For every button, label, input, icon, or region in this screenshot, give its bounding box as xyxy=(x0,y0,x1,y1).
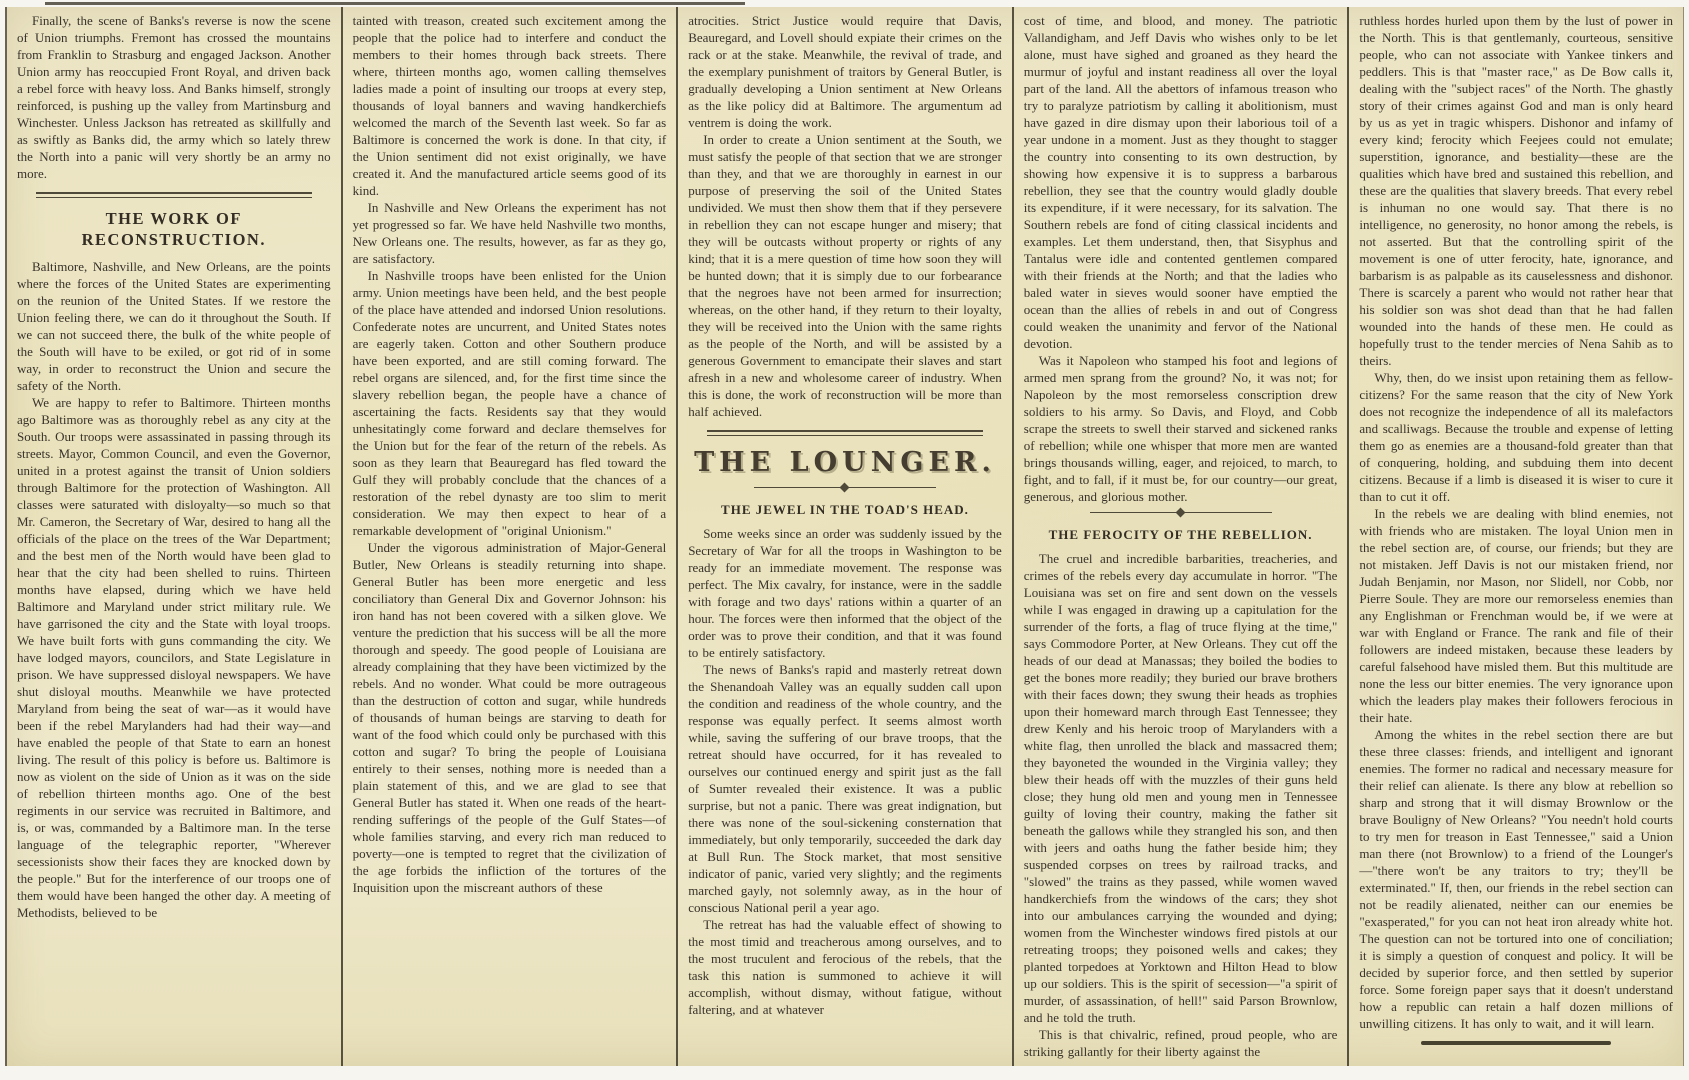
article-paragraph: Some weeks since an order was suddenly issued by the Secretary of War for all the troops in Washington to be ready for an immediate movement. The response was perfect. The Mix cavalry, for instance, were in the saddle with forage and two days' rations within a quarter of an hour. The forces were then informed that the object of the order was to prove their condition, and that it was found to be entirely satisfactory. xyxy=(688,526,1002,660)
article-subheading: THE JEWEL IN THE TOAD'S HEAD. xyxy=(721,502,969,517)
article-paragraph: In order to create a Union sentiment at the South, we must satisfy the people of that section that we are stronger than they, and that we are thoroughly in earnest in our purpose of preserving the soil of the United States undivided. We must then show them that if they persevere in rebellion they can not escape hunger and misery; that they will be outcasts without property or rights of any kind; that it is a mere question of time how soon they will be hunted down; that it is simply due to our forbearance that the negroes have not been armed for insurrection; whereas, on the other hand, if they return to their loyalty, they will be received into the Union with the same rights as the people of the North, and will be assisted by a generous Government to emancipate their slaves and start afresh in a new and wholesome career of industry. When this is done, the work of reconstruction will be more than half achieved. xyxy=(688,132,1002,419)
article-subheading: THE FEROCITY OF THE REBELLION. xyxy=(1048,527,1313,542)
article-paragraph: In Nashville and New Orleans the experiment has not yet progressed so far. We have held Nashville two months, New Orleans one. The results, however, as far as they go, are satisfactory. xyxy=(352,200,667,266)
column-3 xyxy=(676,7,1012,1066)
divider-ornament xyxy=(1090,508,1272,517)
divider-rule xyxy=(36,192,312,198)
article-paragraph: cost of time, and blood, and money. The patriotic Vallandigham, and Jeff Davis who wishes only to be let alone, must have sighed and groaned as they heard the murmur of joyful and instant readiness all over the loyal part of the land. All the abettors of infamous treason who try to paralyze patriotism by calling it abolitionism, must have gazed in dire dismay upon their laborious toil of a year undone in a moment. Just as they thought to stagger the country into consenting to its own destruction, by showing how expensive it is to suppress a barbarous rebellion, they see that the country would gladly double its expenditure, if it were necessary, for its salvation. The Southern rebels are fond of citing classical incidents and examples. Let them understand, then, that Sisyphus and Tantalus were idle and contented gentlemen compared with their friends at the North; and that the ladies who baled water in sieves would sooner have emptied the ocean than the allies of rebels in and out of Congress could weaken the unanimity and fervor of the National devotion. xyxy=(1023,13,1338,351)
divider-ornament xyxy=(754,483,936,492)
article-paragraph: atrocities. Strict Justice would require that Davis, Beauregard, and Lovell should expiate their crimes on the rack or at the stake. Meanwhile, the revival of trade, and the exemplary punishment of traitors by General Butler, is gradually developing a Union sentiment at New Orleans as the like policy did at Baltimore. The argumentum ad ventrem is doing the work. xyxy=(688,13,1002,130)
article-heading: THE WORK OF RECONSTRUCTION. xyxy=(81,209,266,249)
article-paragraph: The news of Banks's rapid and masterly retreat down the Shenandoah Valley was an equally sudden call upon the condition and readiness of the whole country, and the response was equally perfect. It seems almost worth while, saving the suffering of our brave troops, that the retreat should have occurred, for it has revealed to ourselves our continued energy and spirit just as the fall of Sumter revealed their existence. It was a public surprise, but not a panic. There was great indignation, but there was none of the soul-sickening consternation that immediately, but only temporarily, succeeded the dark day at Bull Run. The Stock market, that most sensitive indicator of panic, varied very slightly; and the regiments marched gayly, not solemnly away, as in the hour of conscious National peril a year ago. xyxy=(688,662,1002,915)
divider-rule xyxy=(707,430,983,436)
article-paragraph: Among the whites in the rebel section there are but these three classes: friends, and intelligent and ignorant enemies. The former no radical and necessary measure for their relief can alienate. Is there any blow at rebellion so sharp and strong that it will dismay Brownlow or the brave Bouligny of New Orleans? "You needn't hold courts to try men for treason in East Tennessee," said a Union man there (not Brownlow) to a friend of the Lounger's—"there won't be any traitors to try; they'll be exterminated." If, then, our friends in the rebel section can not be readily alienated, neither can our enemies be "exasperated," for you can not heat iron already white hot. The question can not be tortured into one of conciliation; it is simply a question of conquest and policy. It will be decided by superior force, and then settled by superior force. Some foreign paper says that it doesn't understand how a republic can retain a half dozen millions of unwilling citizens. It has only to wait, and it will learn. xyxy=(1359,727,1673,1031)
article-paragraph: In Nashville troops have been enlisted for the Union army. Union meetings have been held, and the best people of the place have attended and indorsed Union resolutions. Confederate notes are uncurrent, and United States notes are eagerly taken. Cotton and other Southern produce have been exported, and are still coming forward. The rebel organs are silenced, and, for the first time since the slavery rebellion began, the people have a chance of ascertaining the facts. Residents say that they would unhesitatingly come forward and declare themselves for the Union but for the fear of the return of the rebels. As soon as they learn that Beauregard has fled toward the Gulf they will probably conclude that the chances of a restoration of the rebel dynasty are too slim to merit consideration. We may then expect to hear of a remarkable development of "original Unionism." xyxy=(352,268,667,538)
column-4 xyxy=(1012,7,1348,1066)
article-paragraph: In the rebels we are dealing with blind enemies, not with friends who are mistaken. The loyal Union men in the rebel section are, of course, our friends; but they are not mistaken. Jeff Davis is not our mistaken friend, nor Judah Benjamin, nor Mason, nor Slidell, nor Cobb, nor Pierre Soule. They are more our remorseless enemies than any Englishman or Frenchman would be, if we were at war with England or France. The rank and file of their followers are indeed mistaken, because these leaders by careful falsehood have misled them. But this multitude are none the less our bitter enemies. The very ignorance upon which the leaders play makes their followers ferocious in their hate. xyxy=(1359,506,1673,725)
column-5 xyxy=(1347,7,1683,1066)
newspaper-page xyxy=(5,7,1684,1066)
article-paragraph: Finally, the scene of Banks's reverse is now the scene of Union triumphs. Fremont has crossed the mountains from Franklin to Strasburg and engaged Jackson. Another Union army has reoccupied Front Royal, and driven back a rebel force with heavy loss. And Banks himself, strongly reinforced, is pushing up the valley from Martinsburg and Winchester. Unless Jackson has retreated as skillfully and as swiftly as Banks did, the army which so lately threw the North into a panic will very shortly be an army no more. xyxy=(17,13,331,181)
article-paragraph: The cruel and incredible barbarities, treacheries, and crimes of the rebels every day accumulate in horror. "The Louisiana was set on fire and sent down on the vessels while I was engaged in drawing up a capitulation for the surrender of the forts, a flag of truce flying at the time," says Commodore Porter, at New Orleans. They cut off the heads of our dead at Manassas; they boiled the bodies to get the bones more readily; they buried our brave brothers with their faces down; they swung their heads as trophies upon their homeward march through East Tennessee; they drew Kenly and his heroic troop of Marylanders with a white flag, then unrolled the black and massacred them; they bayoneted the wounded in the Virginia valley; they blew their heads off with the muzzles of their guns held close; they hung old men and young men in Tennessee guilty of loving their country, making the father sit beneath the gallows while they strangled his son, and then with jeers and oaths hung the father beside him; they suspended corpses on trees by railroad tracks, and "slowed" the trains as they passed, while women waved handkerchiefs from the windows of the cars; they shot into our ambulances carrying the wounded and dying; women from the Winchester windows fired pistols at our retreating troops; they poisoned wells and cakes; they planted torpedoes at Yorktown and Hilton Head to blow up our soldiers. This is the spirit of secession—"a spirit of murder, of assassination, of hell!" said Parson Brownlow, and he told the truth. xyxy=(1023,551,1338,1025)
article-paragraph: ruthless hordes hurled upon them by the lust of power in the North. This is that gentlemanly, courteous, sensitive people, who can not associate with Yankee tinkers and peddlers. This is that "master race," as De Bow calls it, dealing with the "subject races" of the North. The ghastly story of their crimes against God and man is only heard by us as yet in tragic whispers. Dishonor and infamy of every kind; ferocity which Feejees could not emulate; superstition, ignorance, and bestiality—these are the qualities which have bred and sustained this rebellion, and these are the qualities that slavery breeds. That every rebel is inhuman no one would say. That there is no intelligence, no generosity, no honor among the rebels, is not asserted. But that the controlling spirit of the movement is one of utter ferocity, hate, ignorance, and barbarism is as palpable as its causelessness and dishonor. There is scarcely a parent who would not rather hear that his soldier son was shot dead than that he had fallen wounded into the hands of these men. He could as hopefully trust to the tender mercies of Nena Sahib as to theirs. xyxy=(1359,13,1673,368)
column-1 xyxy=(7,7,341,1066)
article-paragraph: We are happy to refer to Baltimore. Thirteen months ago Baltimore was as thoroughly rebel as any city at the South. Our troops were assassinated in passing through its streets. Mayor, Common Council, and even the Governor, united in a protest against the transit of Union soldiers through Baltimore for the protection of Washington. All classes were saturated with disloyalty—so much so that Mr. Cameron, the Secretary of War, desired to hang all the officials of the place on the trees of the War Department; and the best men of the North would have been glad to hear that the city had been shelled to ruins. Thirteen months have elapsed, during which we have held Baltimore and Maryland under strict military rule. We have garrisoned the city and the State with loyal troops. We have built forts with guns commanding the city. We have lodged mayors, councilors, and State Legislature in prison. We have suppressed disloyal newspapers. We have shut disloyal mouths. Meanwhile we have protected Maryland from being the seat of war—as it would have been if the rebel Marylanders had had their way—and have enabled the people of that State to earn an honest living. The result of this policy is before us. Baltimore is now as violent on the side of Union as it was on the side of rebellion thirteen months ago. One of the best regiments in our service was recruited in Baltimore, and is, or was, commanded by a Baltimore man. In the terse language of the telegraphic reporter, "Wherever secessionists show their faces they are knocked down by the people." But for the interference of our troops one of them would have been hanged the other day. A meeting of Methodists, believed to be xyxy=(17,395,331,920)
article-paragraph: Under the vigorous administration of Major-General Butler, New Orleans is steadily returning into shape. General Butler has been more energetic and less conciliatory than General Dix and Governor Johnson: his iron hand has not been covered with a silken glove. We venture the prediction that his success will be all the more thorough and speedy. The good people of Louisiana are already complaining that they have been victimized by the rebels. And no wonder. What could be more outrageous than the destruction of cotton and sugar, while hundreds of thousands of human beings are starving to death for want of the food which could only be purchased with this cotton and sugar? To bring the people of Louisiana entirely to their senses, nothing more is needed than a plain statement of this, and we are glad to see that General Butler has stated it. When one reads of the heart-rending sufferings of the people of the Gulf States—of whole families starving, and every rich man reduced to poverty—one is tempted to regret that the civilization of the age forbids the infliction of the tortures of the Inquisition upon the miscreant authors of these xyxy=(352,540,667,895)
article-paragraph: Was it Napoleon who stamped his foot and legions of armed men sprang from the ground? No, it was not; for Napoleon by the most remorseless conscription drew soldiers to his army. So Davis, and Floyd, and Cobb scrape the streets to swell their starved and sickened ranks of rebellion; while one whisper that more men are wanted brings thousands willing, eager, and rejoiced, to march, to fight, and to fall, if it must be, for our country—our great, generous, and glorious mother. xyxy=(1023,353,1338,504)
scan-edge-artifact xyxy=(45,2,745,5)
section-masthead: THE LOUNGER. xyxy=(694,447,996,478)
article-paragraph: This is that chivalric, refined, proud people, who are striking gallantly for their liberty against the xyxy=(1023,1027,1338,1059)
divider-thick-rule xyxy=(1421,1041,1611,1045)
article-paragraph: Baltimore, Nashville, and New Orleans, are the points where the forces of the United States are experimenting on the reunion of the United States. If we restore the Union feeling there, we can do it throughout the South. If we can not succeed there, the bulk of the white people of the South will have to be exiled, or got rid of in some way, in order to reconstruct the Union and secure the safety of the North. xyxy=(17,259,331,393)
article-paragraph: tainted with treason, created such excitement among the people that the police had to interfere and conduct the members to their homes through back streets. There where, thirteen months ago, women calling themselves ladies made a point of insulting our troops at every step, thousands of loyal banners and waving handkerchiefs welcomed the march of the Seventh last week. So far as Baltimore is concerned the work is done. In that city, if the Union sentiment did not exist originally, we have created it. And the manufactured article seems good of its kind. xyxy=(352,13,667,198)
column-2 xyxy=(341,7,677,1066)
article-paragraph: The retreat has had the valuable effect of showing to the most timid and treacherous among ourselves, and to the most truculent and ferocious of the rebels, that the task this nation is summoned to achieve it will accomplish, without dismay, without fatigue, without faltering, and at whatever xyxy=(688,917,1002,1017)
article-paragraph: Why, then, do we insist upon retaining them as fellow-citizens? For the same reason that the city of New York does not recognize the independence of all its malefactors and scalliwags. Because the trouble and expense of letting them go as enemies are a thousand-fold greater than that of conquering, holding, and subduing them into decent citizens. Because if a limb is diseased it is wiser to cure it than to cut it off. xyxy=(1359,370,1673,504)
